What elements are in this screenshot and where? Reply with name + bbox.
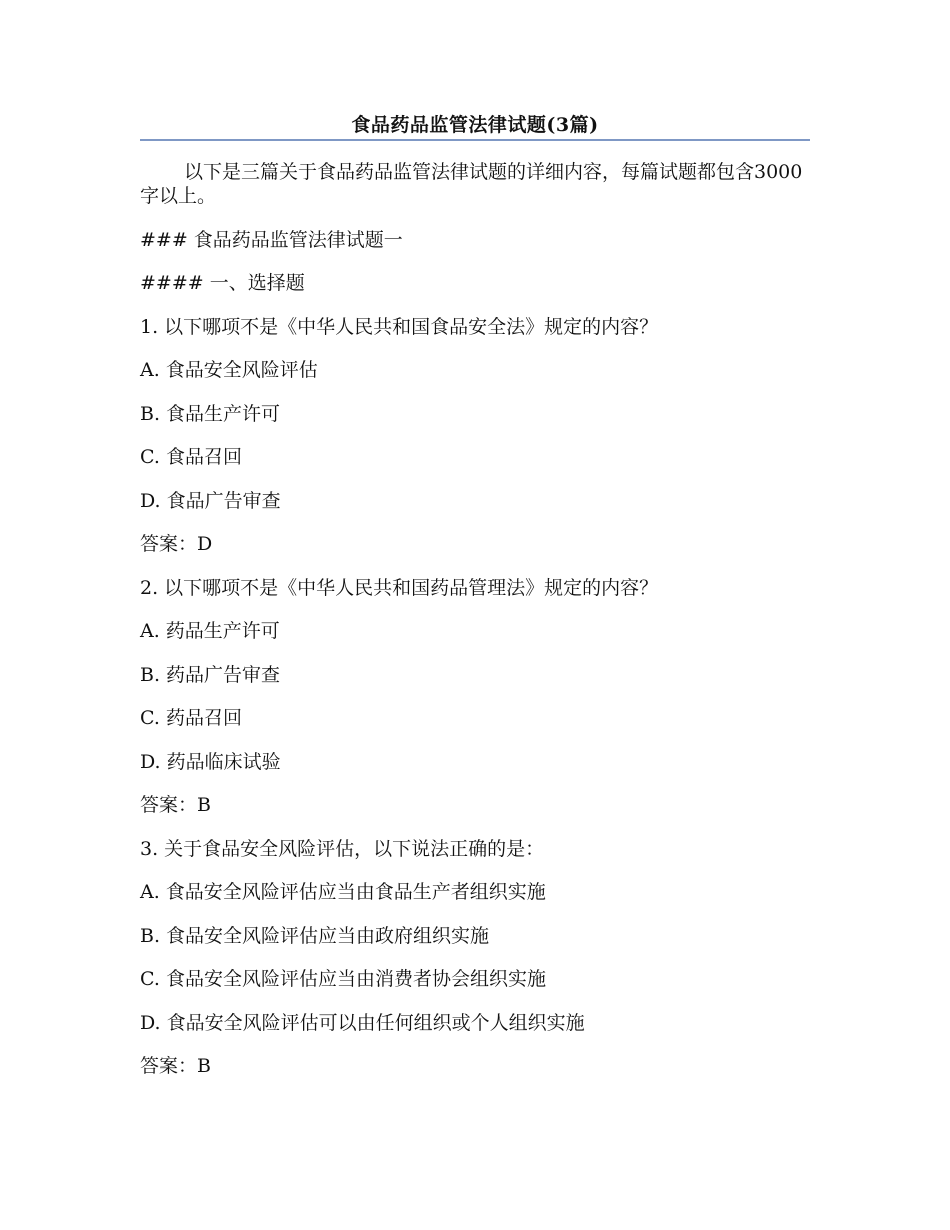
question-3-option-b: B. 食品安全风险评估应当由政府组织实施 [140,925,490,947]
question-3-option-d: D. 食品安全风险评估可以由任何组织或个人组织实施 [140,1012,585,1034]
section-heading: ### 食品药品监管法律试题一 [140,229,403,251]
title-underline [140,139,810,141]
question-3: 3. 关于食品安全风险评估，以下说法正确的是： [140,838,545,860]
question-1-option-b: B. 食品生产许可 [140,403,281,425]
intro-paragraph: 以下是三篇关于食品药品监管法律试题的详细内容，每篇试题都包含3000字以上。 [140,161,803,207]
question-1-option-a: A. 食品安全风险评估 [140,359,318,381]
question-2-answer: 答案：B [140,794,211,816]
question-3-answer: 答案：B [140,1055,211,1077]
question-1-answer: 答案：D [140,533,213,555]
question-2: 2. 以下哪项不是《中华人民共和国药品管理法》规定的内容？ [140,577,659,599]
question-3-option-c: C. 食品安全风险评估应当由消费者协会组织实施 [140,968,546,990]
question-1-option-d: D. 食品广告审查 [140,490,281,512]
subsection-heading: #### 一、选择题 [140,272,305,294]
question-3-option-a: A. 食品安全风险评估应当由食品生产者组织实施 [140,881,546,903]
question-1-option-c: C. 食品召回 [140,446,242,468]
question-1: 1. 以下哪项不是《中华人民共和国食品安全法》规定的内容？ [140,316,659,338]
question-2-option-b: B. 药品广告审查 [140,664,281,686]
question-2-option-c: C. 药品召回 [140,707,242,729]
question-2-option-a: A. 药品生产许可 [140,620,280,642]
document-title: 食品药品监管法律试题(3篇) [351,114,599,136]
question-2-option-d: D. 药品临床试验 [140,751,281,773]
